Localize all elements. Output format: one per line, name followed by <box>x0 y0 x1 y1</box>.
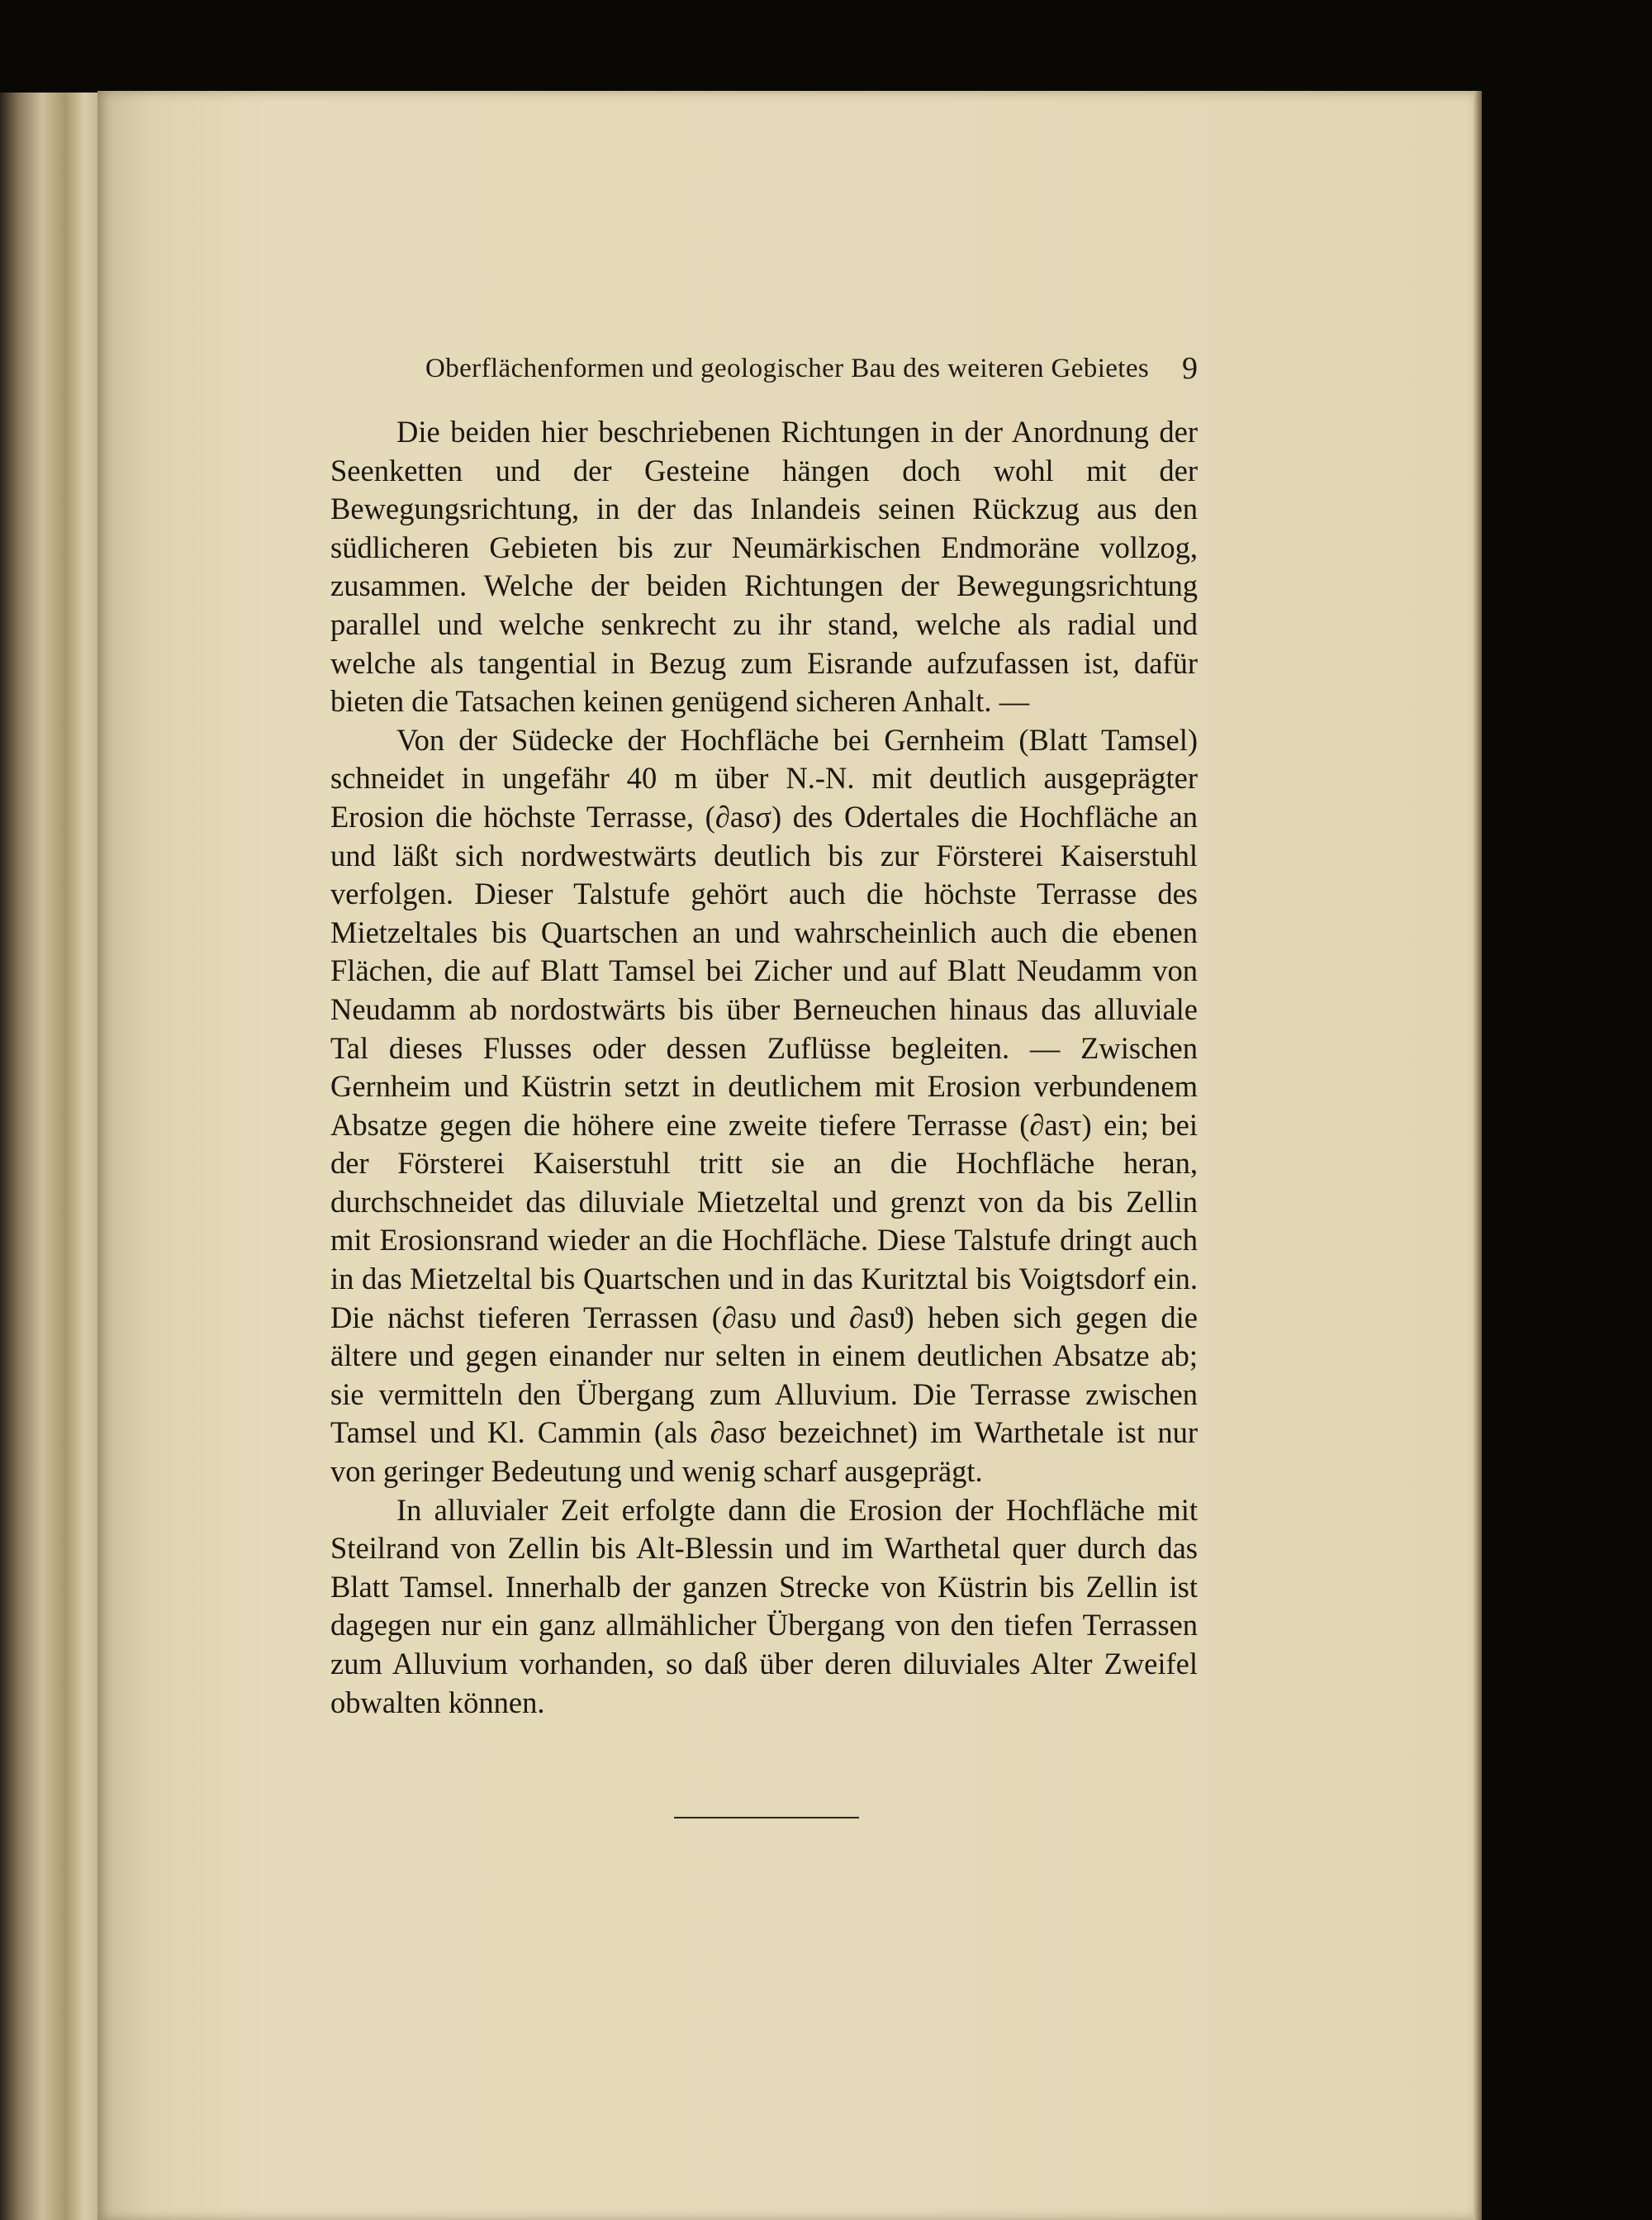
page-edge-shadow <box>1474 91 1482 2220</box>
running-head: Oberflächenformen und geologischer Bau des weiteren Gebietes <box>425 354 1150 383</box>
paragraph-1: Die beiden hier beschriebenen Richtungen in der Anordnung der Seenketten und der Gesteine hängen doch wohl mit der Bewegungsrichtung, in der das Inlandeis seinen Rückzug aus den südlicheren Gebieten bis zur Neumärkischen Endmoräne vollzog, zusammen. Welche der beiden Richtungen der Bewegungsrichtung parallel und welche senkrecht zu ihr stand, welche als radial und welche als tangential in Bezug zum Eisrande aufzufassen ist, dafür bieten die Tatsachen keinen genügend sicheren Anhalt. — <box>330 415 1198 719</box>
page-number: 9 <box>1182 351 1198 386</box>
paragraph-3: In alluvialer Zeit erfolgte dann die Erosion der Hochfläche mit Steilrand von Zellin bis Alt-Blessin und im Warthetal quer durch das Blatt Tamsel. Innerhalb der ganzen Strecke von Küstrin bis Zellin ist dagegen nur ein ganz allmählicher Übergang von den tiefen Terrassen zum Alluvium vorhanden, so daß über deren diluviales Alter Zweifel obwalten können. <box>330 1492 1198 1719</box>
page-header <box>330 351 1198 395</box>
end-rule <box>674 1817 859 1818</box>
paragraph-2: Von der Südecke der Hochfläche bei Gernheim (Blatt Tamsel) schneidet in ungefähr 40 m über N.-N. mit deutlich ausgeprägter Erosion die höchste Terrasse, (∂asσ) des Odertales die Hochfläche an und läßt sich nordwestwärts deutlich bis zur Försterei Kaiserstuhl verfolgen. Dieser Talstufe gehört auch die höchste Terrasse des Mietzeltales bis Quartschen an und wahrscheinlich auch die ebenen Flächen, die auf Blatt Tamsel bei Zicher und auf Blatt Neudamm von Neudamm ab nordostwärts bis über Berneuchen hinaus das alluviale Tal dieses Flusses oder dessen Zuflüsse begleiten. — Zwischen Gernheim und Küstrin setzt in deutlichem mit Erosion verbundenem Absatze gegen die höhere eine zweite tiefere Terrasse (∂asτ) ein; bei der Försterei Kaiserstuhl tritt sie an die Hochfläche heran, durchschneidet das diluviale Mietzeltal und grenzt von da bis Zellin mit Erosionsrand wieder an die Hochfläche. Diese Talstufe dringt auch in das Mietzeltal bis Quartschen und in das Kuritztal bis Voigtsdorf ein. Die nächst tieferen Terrassen (∂asυ und ∂asϑ) heben sich gegen die ältere und gegen einander nur selten in einem deutlichen Absatze ab; sie vermitteln den Übergang zum Alluvium. Die Terrasse zwischen Tamsel und Kl. Cammin (als ∂asσ bezeichnet) im Warthetale ist nur von geringer Bedeutung und wenig scharf ausgeprägt. <box>330 722 1198 1489</box>
book-binding-edge <box>0 93 106 2220</box>
body-text <box>330 413 1198 1722</box>
